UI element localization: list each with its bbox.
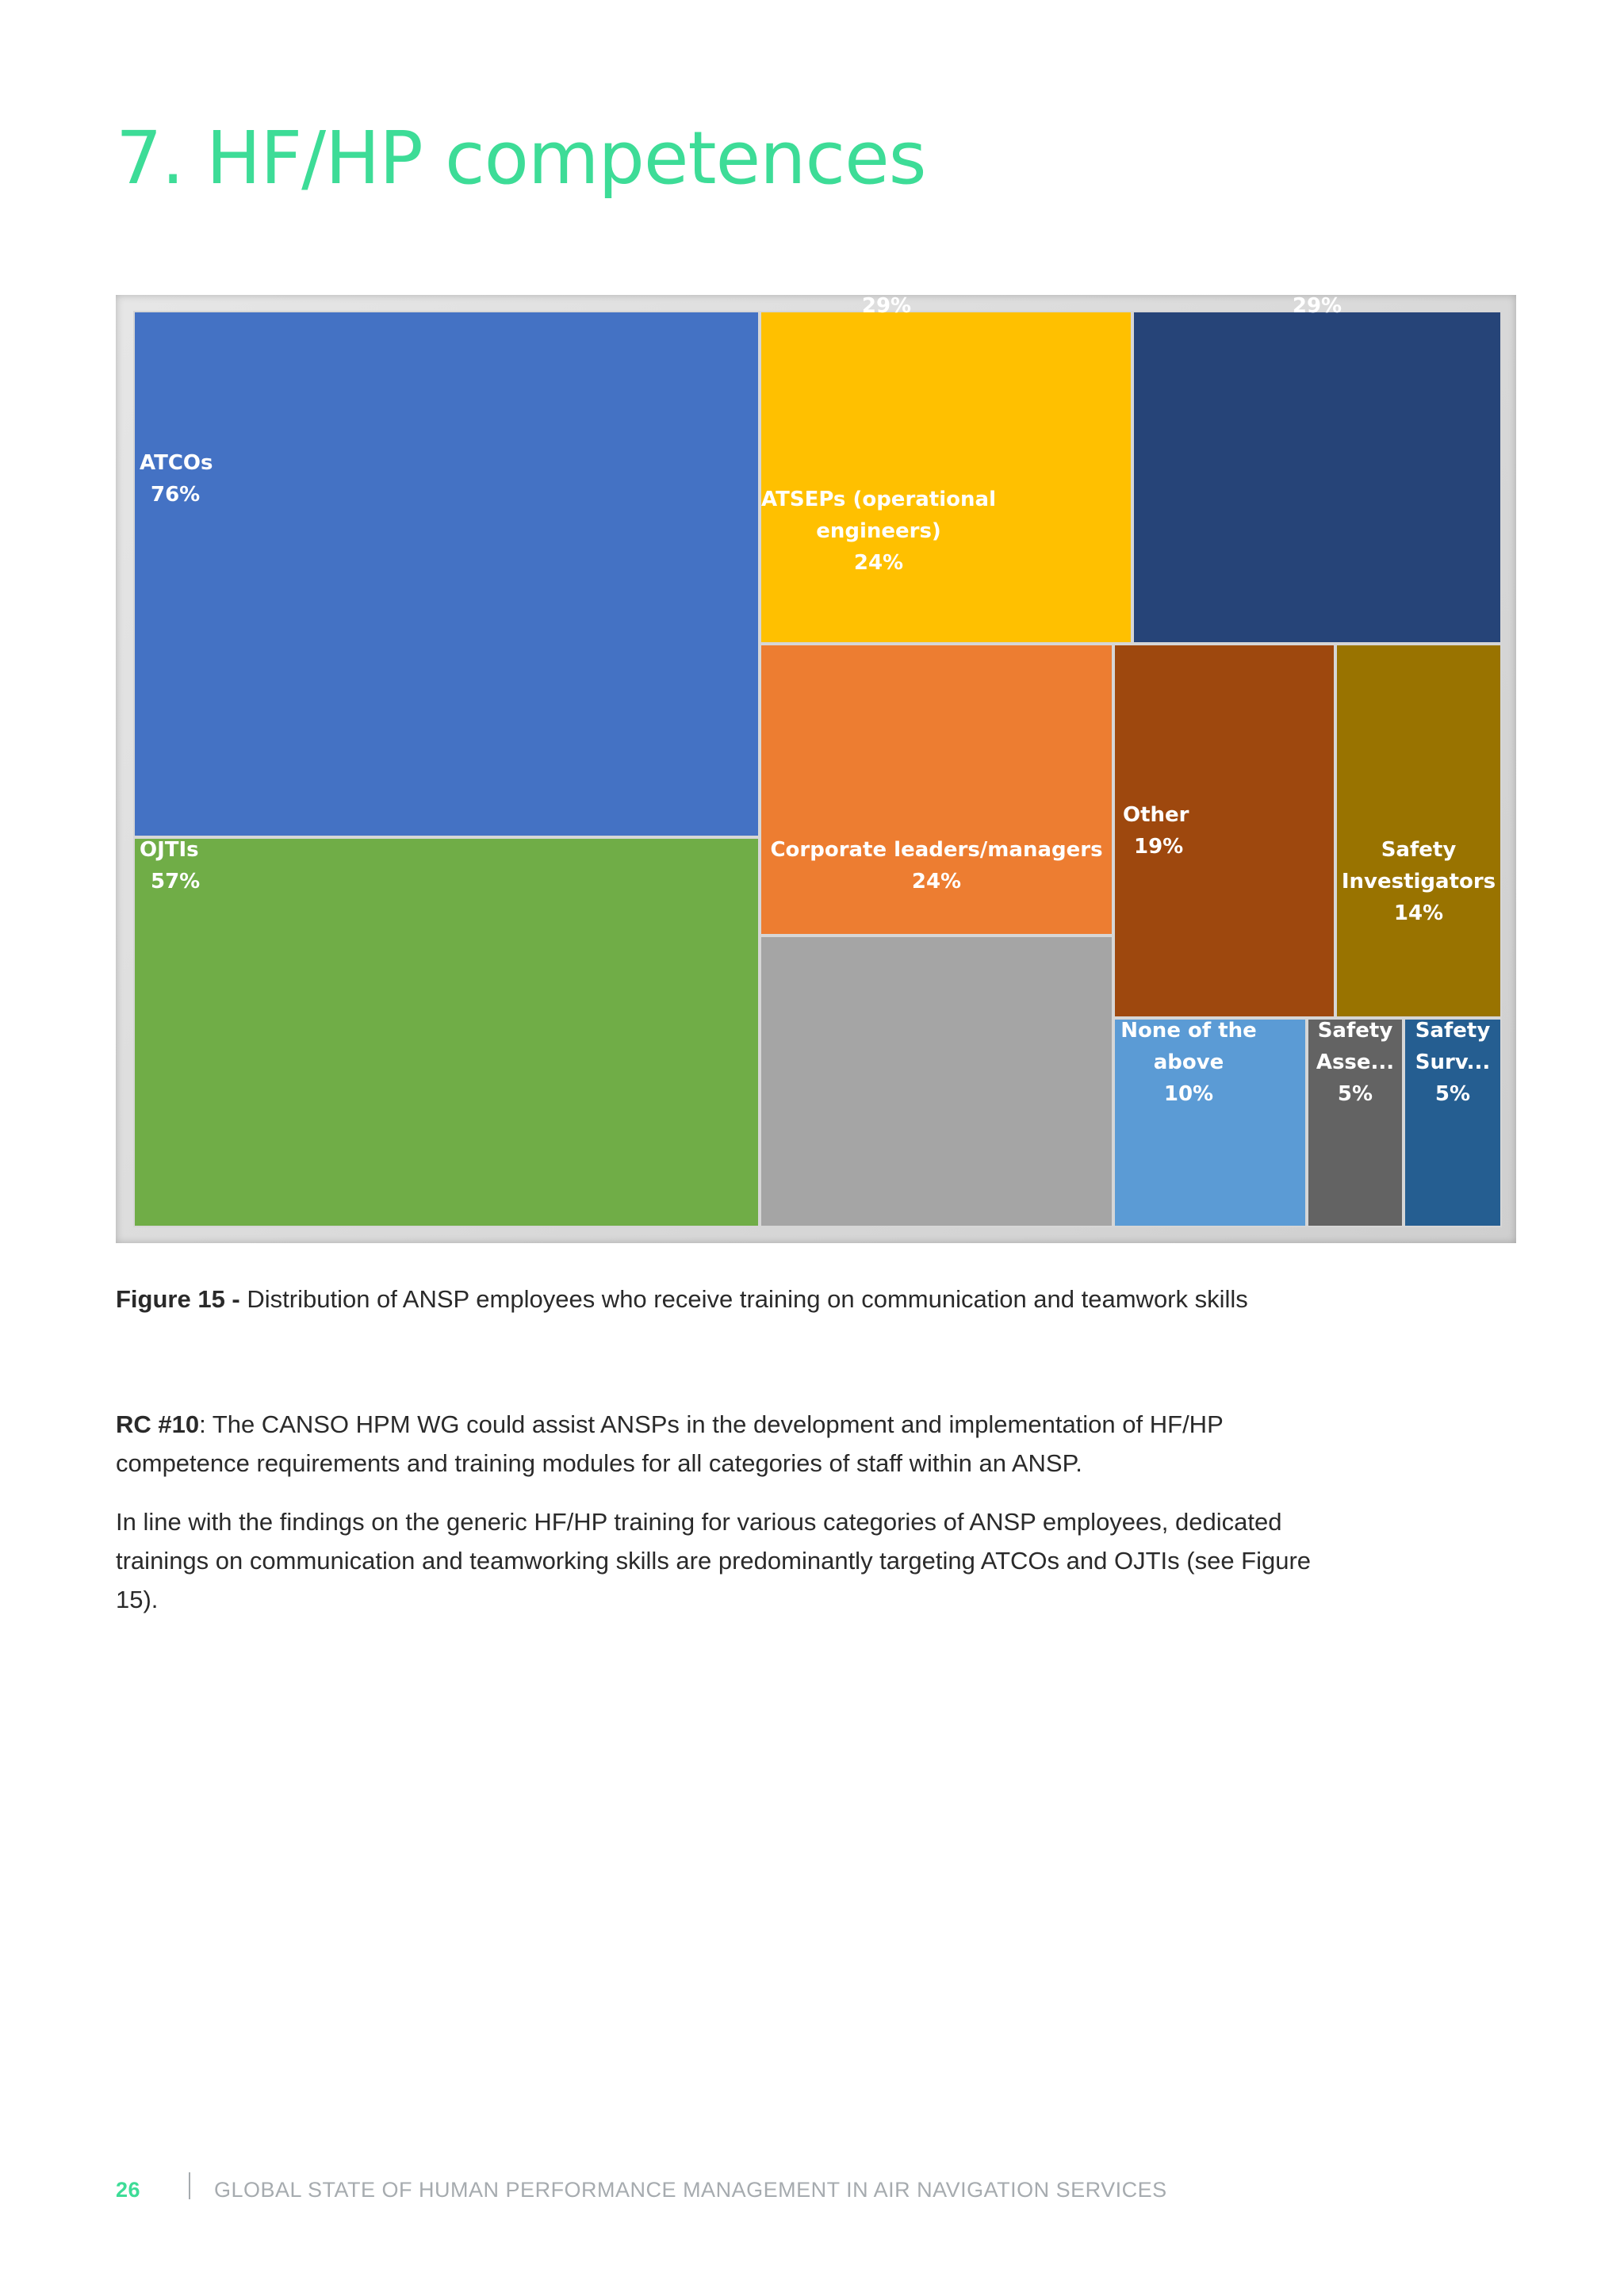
- treemap-chart: [133, 262, 1502, 1227]
- treemap-value-label: 76%: [151, 483, 201, 507]
- treemap-category-label: None of the: [1120, 1019, 1257, 1043]
- treemap-label-ojtis: [140, 834, 235, 897]
- treemap-value-label: 24%: [853, 551, 904, 575]
- treemap-label-hp-expert-specialists: [760, 258, 1013, 322]
- treemap-category-label: ATSEPs (operational: [761, 488, 996, 511]
- treemap-tile-atcos: [133, 311, 760, 837]
- footer-divider: [189, 2172, 190, 2199]
- figure-caption-text: Distribution of ANSP employees who receive training on communication and teamwork skills: [239, 1285, 1248, 1313]
- treemap-label-atseps-operational-engineers: [760, 484, 998, 579]
- treemap-value-label: 19%: [1134, 835, 1184, 859]
- treemap-category-label: Surv...: [1415, 1050, 1491, 1074]
- treemap-value-label: 5%: [1434, 1082, 1471, 1106]
- treemap-label-safety-asse: [1307, 1015, 1404, 1110]
- recommendation-text: : The CANSO HPM WG could assist ANSPs in the development and implementation of HF/HP competence requirements and training modules for all categories of staff within an ANSP.: [116, 1410, 1224, 1477]
- treemap-label-safety-investigators: [1335, 834, 1502, 929]
- treemap-label-safety-surv: [1404, 1015, 1502, 1110]
- treemap-value-label: 10%: [1163, 1082, 1214, 1106]
- treemap-tile-safety-investigators: [1335, 644, 1502, 1018]
- treemap-value-label: 29%: [1292, 294, 1342, 318]
- figure-caption: [116, 1284, 1353, 1314]
- page-number: 26: [116, 2178, 141, 2202]
- treemap-label-none-of-the-above: [1113, 1015, 1264, 1110]
- treemap-category-label: Safety: [1381, 838, 1457, 862]
- treemap-category-label: Corporate leaders/managers: [770, 838, 1103, 862]
- treemap-category-label: Asse...: [1316, 1050, 1395, 1074]
- treemap-value-label: 14%: [1393, 901, 1444, 925]
- treemap-label-other: [1123, 799, 1202, 863]
- treemap-tile-corporate-leaders-managers: [760, 936, 1113, 1227]
- treemap-category-label: Investigators: [1341, 870, 1496, 894]
- treemap-category-label: Safety: [1317, 1019, 1393, 1043]
- page-title: 7. HF/HP competences: [116, 116, 926, 201]
- body-paragraph: In line with the findings on the generic HF/HP training for various categories of ANSP employees, dedicated trainings on communication and teamworking skills are predominantly targeting ATCOs and OJTIs (see Figure 15).: [116, 1508, 1312, 1613]
- treemap-value-label: 5%: [1337, 1082, 1373, 1106]
- treemap-category-label: HP expert/specialists: [763, 262, 1010, 286]
- figure-caption-label: Figure 15 -: [116, 1285, 240, 1313]
- treemap-category-label: above: [1153, 1050, 1224, 1074]
- treemap-tile-hp-expert-specialists: [760, 311, 1132, 644]
- treemap-category-label: ATCOs: [140, 451, 213, 475]
- treemap-category-label: Operational leaders/managers: [1140, 262, 1494, 286]
- treemap-label-atcos: [140, 447, 235, 511]
- recommendation-paragraph: [116, 1405, 1353, 1483]
- treemap-category-label: OJTIs: [140, 838, 199, 862]
- treemap-category-label: Other: [1123, 803, 1189, 827]
- treemap-label-operational-leaders-managers: [1132, 258, 1502, 322]
- treemap-category-label: engineers): [816, 519, 941, 543]
- treemap-tile-operational-leaders-managers: [1132, 311, 1502, 644]
- treemap-value-label: 24%: [911, 870, 962, 894]
- document-title: GLOBAL STATE OF HUMAN PERFORMANCE MANAGEMENT IN AIR NAVIGATION SERVICES: [214, 2178, 1167, 2202]
- treemap-category-label: Safety: [1415, 1019, 1491, 1043]
- treemap-label-corporate-leaders-managers: [760, 834, 1113, 897]
- treemap-value-label: 29%: [861, 294, 912, 318]
- recommendation-label: RC #10: [116, 1410, 200, 1438]
- treemap-value-label: 57%: [151, 870, 201, 894]
